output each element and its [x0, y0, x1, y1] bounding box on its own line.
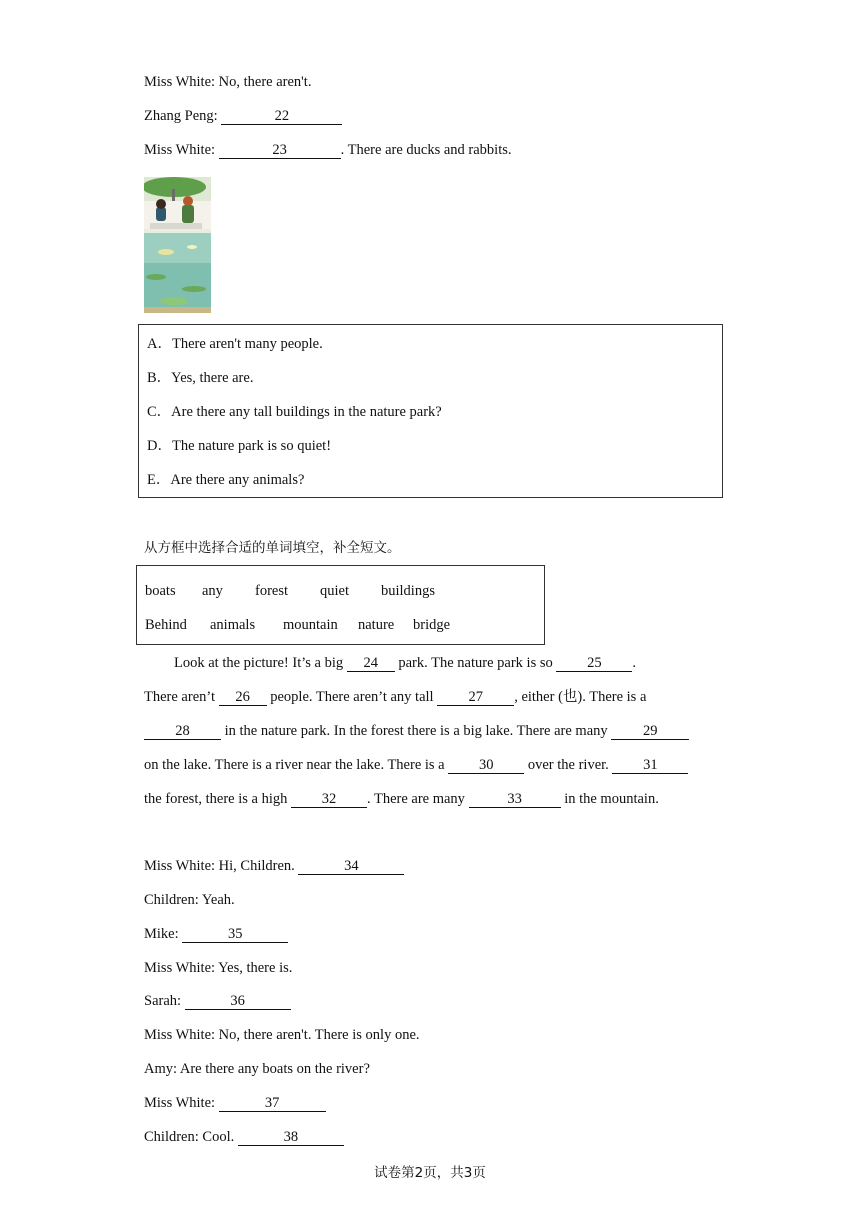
options-box — [138, 324, 723, 498]
passage-text: over the river. — [524, 757, 613, 773]
dialog-line: Miss White: Yes, there is. — [144, 960, 293, 976]
word-item: Behind — [145, 617, 187, 633]
section-instruction: 从方框中选择合适的单词填空，补全短文。 — [144, 540, 401, 556]
passage-text: the forest, there is a high — [144, 791, 291, 807]
word-item: boats — [145, 583, 176, 599]
answer-blank-23[interactable]: 23 — [219, 142, 341, 159]
answer-blank-33[interactable]: 33 — [469, 791, 561, 808]
answer-blank-36[interactable]: 36 — [185, 993, 291, 1010]
dialog-line — [144, 141, 512, 159]
answer-blank-38[interactable]: 38 — [238, 1129, 344, 1146]
word-item: animals — [210, 617, 256, 633]
dialog-line — [144, 1128, 344, 1146]
option-d: D．The nature park is so quiet! — [147, 438, 332, 454]
dialog-line: Children: Yeah. — [144, 892, 235, 908]
word-item: any — [202, 583, 223, 599]
answer-blank-29[interactable]: 29 — [611, 723, 689, 740]
passage-line — [144, 790, 659, 808]
passage-text: Look at the picture! It’s a big — [174, 655, 347, 671]
option-a: A．There aren't many people. — [147, 336, 323, 352]
option-e: E．Are there any animals? — [147, 472, 305, 488]
answer-blank-25[interactable]: 25 — [556, 655, 632, 672]
speaker-text: Miss White: Hi, Children. — [144, 858, 299, 874]
speaker-text: Children: Cool. — [144, 1129, 238, 1145]
word-item: buildings — [381, 583, 435, 599]
word-item: quiet — [320, 583, 349, 599]
speaker-text: Miss White: — [144, 142, 219, 158]
answer-blank-35[interactable]: 35 — [182, 926, 288, 943]
word-item: bridge — [413, 617, 451, 633]
answer-blank-28[interactable]: 28 — [144, 723, 221, 740]
passage-text: in the mountain. — [560, 791, 659, 807]
line-text: . There are ducks and rabbits. — [340, 142, 512, 158]
passage-line — [144, 722, 689, 740]
answer-blank-37[interactable]: 37 — [219, 1095, 326, 1112]
answer-blank-22[interactable]: 22 — [221, 108, 342, 125]
speaker-text: Miss White: — [144, 1095, 219, 1111]
dialog-line: Miss White: No, there aren't. — [144, 74, 312, 90]
answer-blank-34[interactable]: 34 — [298, 858, 404, 875]
park-illustration — [144, 177, 211, 313]
option-b: B．Yes, there are. — [147, 370, 254, 386]
word-bank-row-2 — [145, 616, 450, 634]
word-bank-box — [136, 565, 545, 645]
passage-text: people. There aren’t any tall — [266, 689, 438, 705]
passage-line — [144, 688, 646, 706]
speaker-text: Sarah: — [144, 993, 185, 1009]
speaker-text: Mike: — [144, 926, 183, 942]
passage-text: There aren’t — [144, 689, 219, 705]
answer-blank-31[interactable]: 31 — [612, 757, 688, 774]
passage-line — [144, 756, 688, 774]
speaker-text: Zhang Peng: — [144, 108, 222, 124]
dialog-line — [144, 857, 404, 875]
passage-text: in the nature park. In the forest there is a big lake. There are many — [221, 723, 612, 739]
dialog-line: Amy: Are there any boats on the river? — [144, 1061, 370, 1077]
passage-text: . — [632, 655, 636, 671]
answer-blank-26[interactable]: 26 — [219, 689, 267, 706]
answer-blank-27[interactable]: 27 — [437, 689, 514, 706]
passage-line — [174, 654, 636, 672]
passage-text: on the lake. There is a river near the lake. There is a — [144, 757, 449, 773]
answer-blank-30[interactable]: 30 — [448, 757, 524, 774]
answer-blank-32[interactable]: 32 — [291, 791, 367, 808]
dialog-line: Miss White: No, there aren't. There is only one. — [144, 1027, 420, 1043]
dialog-line — [144, 925, 288, 943]
page-footer: 试卷第2页，共3页 — [374, 1165, 486, 1181]
park-picture — [144, 177, 211, 313]
word-item: forest — [255, 583, 289, 599]
passage-text: , either (也). There is a — [514, 689, 647, 705]
option-c: C．Are there any tall buildings in the nature park? — [147, 404, 442, 420]
dialog-line — [144, 992, 291, 1010]
word-item: mountain — [283, 617, 338, 633]
dialog-line — [144, 107, 342, 125]
passage-text: . There are many — [366, 791, 469, 807]
answer-blank-24[interactable]: 24 — [347, 655, 395, 672]
word-item: nature — [358, 617, 395, 633]
dialog-line — [144, 1094, 326, 1112]
word-bank-row-1 — [145, 582, 435, 600]
passage-text: park. The nature park is so — [394, 655, 557, 671]
